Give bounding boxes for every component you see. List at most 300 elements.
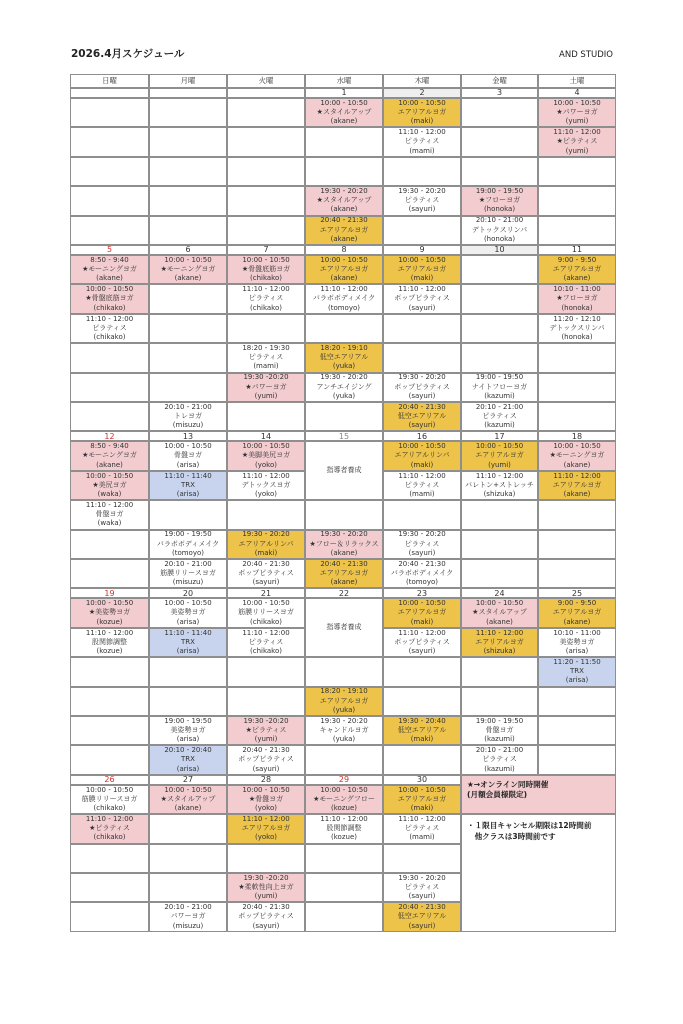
class-name: エアリアルヨガ <box>397 265 447 274</box>
instructor-name: (maki) <box>410 617 434 626</box>
instructor-name: (akane) <box>486 617 513 626</box>
class-slot[interactable] <box>538 284 616 313</box>
weekday-header: 水曜 <box>305 74 383 88</box>
class-name: ★モーニングフロー <box>313 794 375 803</box>
class-slot[interactable] <box>461 716 538 745</box>
class-time: 10:00 - 10:50 <box>85 785 134 794</box>
class-slot[interactable] <box>383 559 461 588</box>
instructor-name: (arisa) <box>176 490 200 499</box>
empty-slot <box>70 98 149 127</box>
class-slot[interactable] <box>70 628 149 657</box>
empty-slot <box>538 373 616 402</box>
class-slot[interactable] <box>149 598 227 627</box>
empty-slot <box>461 284 538 313</box>
class-slot[interactable] <box>305 716 383 745</box>
date-cell <box>70 88 149 98</box>
instructor-name: (maki) <box>410 460 434 469</box>
class-slot[interactable] <box>383 530 461 559</box>
class-slot[interactable] <box>70 314 149 343</box>
class-name: ★モーニングヨガ <box>160 265 216 274</box>
class-name: ピラティス <box>248 353 284 362</box>
empty-slot <box>383 500 461 529</box>
class-time: 11:10 - 12:00 <box>320 815 368 824</box>
class-slot[interactable] <box>227 343 305 372</box>
class-slot[interactable] <box>70 284 149 313</box>
class-slot[interactable] <box>305 373 383 402</box>
empty-slot <box>538 186 616 215</box>
instructor-name: (yoko) <box>255 460 277 469</box>
class-time: 20:40 - 21:30 <box>398 402 446 411</box>
class-slot[interactable] <box>461 216 538 245</box>
class-slot[interactable] <box>70 471 149 500</box>
class-time: 20:40 - 21:30 <box>242 559 290 568</box>
instructor-name: (kazumi) <box>484 764 515 773</box>
class-slot[interactable] <box>305 785 383 814</box>
instructor-name: (yoko) <box>255 490 277 499</box>
class-slot[interactable] <box>461 598 538 627</box>
class-time: 20:10 - 21:00 <box>475 746 524 755</box>
empty-slot <box>538 216 616 245</box>
training-slot[interactable] <box>305 441 383 500</box>
empty-slot <box>227 657 305 686</box>
date-cell: 29 <box>305 775 383 785</box>
instructor-name: (honoka) <box>483 234 516 243</box>
instructor-name: (yoko) <box>255 804 277 813</box>
class-name: ピラティス <box>404 539 440 548</box>
instructor-name: (yuka) <box>332 362 356 371</box>
class-name: TRX <box>181 755 195 764</box>
instructor-name: (kazumi) <box>484 421 515 430</box>
empty-slot <box>383 314 461 343</box>
date-cell: 6 <box>149 245 227 255</box>
empty-slot <box>70 186 149 215</box>
class-slot[interactable] <box>538 314 616 343</box>
instructor-name: (mami) <box>253 362 279 371</box>
instructor-name: (chikako) <box>93 333 126 342</box>
class-slot[interactable] <box>538 657 616 686</box>
empty-slot <box>70 127 149 156</box>
instructor-name: (akane) <box>563 617 591 626</box>
instructor-name: (sayuri) <box>252 921 280 930</box>
instructor-name: (arisa) <box>176 764 200 773</box>
class-time: 19:30 - 20:20 <box>320 716 368 725</box>
class-slot[interactable] <box>227 785 305 814</box>
empty-slot <box>538 157 616 186</box>
instructor-name: (akane) <box>330 117 358 126</box>
class-name: ボップピラティス <box>238 755 294 764</box>
class-name: 筋膜リリースヨガ <box>238 608 294 617</box>
class-name: エアリアルヨガ <box>397 108 447 117</box>
instructor-name: (sayuri) <box>408 303 436 312</box>
class-slot[interactable] <box>383 373 461 402</box>
empty-slot <box>149 687 227 716</box>
empty-slot <box>305 844 383 873</box>
class-time: 19:30 - 20:20 <box>398 530 446 539</box>
date-cell: 9 <box>383 245 461 255</box>
class-time: 19:00 - 19:50 <box>475 373 524 382</box>
class-slot[interactable] <box>383 716 461 745</box>
class-time: 11:10 - 12:00 <box>85 501 134 510</box>
instructor-name: (yumi) <box>254 735 278 744</box>
class-time: 11:10 - 12:00 <box>553 471 601 480</box>
class-time: 10:00 - 10:50 <box>398 599 446 608</box>
training-slot[interactable] <box>305 598 383 657</box>
class-time: 11:10 - 12:00 <box>242 285 290 294</box>
class-time: 10:00 - 10:50 <box>242 255 290 264</box>
class-slot[interactable] <box>461 745 538 774</box>
class-name: バレトン+ストレッチ <box>465 480 534 489</box>
class-slot[interactable] <box>149 785 227 814</box>
date-cell: 2 <box>383 88 461 98</box>
instructor-name: (chikako) <box>93 833 126 842</box>
class-name: ★美姿勢ヨガ <box>88 608 131 617</box>
empty-slot <box>383 745 461 774</box>
instructor-name: (honoka) <box>483 205 516 214</box>
class-slot[interactable] <box>538 598 616 627</box>
class-slot[interactable] <box>461 471 538 500</box>
instructor-name: (sayuri) <box>252 578 280 587</box>
class-slot[interactable] <box>383 402 461 431</box>
class-name: エアリアルヨガ <box>241 824 291 833</box>
class-name: エアリアルヨガ <box>475 637 524 646</box>
class-name: パワーヨガ <box>170 912 206 921</box>
class-slot[interactable] <box>70 814 149 843</box>
class-time: 11:10 - 12:00 <box>475 628 524 637</box>
class-slot[interactable] <box>383 598 461 627</box>
class-time: 10:10 - 11:00 <box>553 285 601 294</box>
class-slot[interactable] <box>227 745 305 774</box>
date-cell: 4 <box>538 88 616 98</box>
class-slot[interactable] <box>461 628 538 657</box>
class-time: 19:30 - 20:20 <box>398 187 446 196</box>
class-slot[interactable] <box>383 785 461 814</box>
empty-slot <box>149 186 227 215</box>
empty-slot <box>149 373 227 402</box>
class-slot[interactable] <box>149 628 227 657</box>
class-name: バラボボディメイク <box>390 569 454 578</box>
class-name: ★モーニングヨガ <box>82 265 137 274</box>
class-time: 11:10 - 11:40 <box>164 628 212 637</box>
empty-slot <box>461 530 538 559</box>
class-slot[interactable] <box>305 559 383 588</box>
class-name: ★骨盤ヨガ <box>248 794 284 803</box>
empty-slot <box>227 186 305 215</box>
class-slot[interactable] <box>227 873 305 902</box>
instructor-name: (sayuri) <box>408 647 436 656</box>
empty-slot <box>461 314 538 343</box>
empty-slot <box>227 687 305 716</box>
class-slot[interactable] <box>149 471 227 500</box>
class-slot[interactable] <box>227 255 305 284</box>
online-note <box>461 775 616 814</box>
class-name: エアリアルヨガ <box>397 608 447 617</box>
class-name: 美姿勢ヨガ <box>559 637 595 646</box>
cancel-note-line: 他クラスは3時間前です <box>467 831 556 841</box>
class-name: 美姿勢ヨガ <box>170 608 206 617</box>
class-slot[interactable] <box>227 284 305 313</box>
class-slot[interactable] <box>149 402 227 431</box>
instructor-name: (yuka) <box>332 705 356 714</box>
class-time: 10:00 - 10:50 <box>320 98 368 107</box>
class-name: デトックスリンパ <box>471 225 528 234</box>
class-name: 低空エアリアル <box>397 912 447 921</box>
class-slot[interactable] <box>305 216 383 245</box>
class-slot[interactable] <box>383 902 461 931</box>
class-name: デトックスリンパ <box>549 323 605 332</box>
date-cell: 1 <box>305 88 383 98</box>
class-slot[interactable] <box>227 628 305 657</box>
empty-slot <box>70 657 149 686</box>
date-cell: 21 <box>227 588 305 598</box>
class-slot[interactable] <box>227 814 305 843</box>
class-name: エアリアルヨガ <box>319 225 369 234</box>
class-name: ★ピラティス <box>556 137 598 146</box>
empty-slot <box>70 157 149 186</box>
date-cell: 16 <box>383 431 461 441</box>
class-name: ★パワーヨガ <box>556 108 598 117</box>
class-time: 10:00 - 10:50 <box>398 98 446 107</box>
class-time: 20:40 - 21:30 <box>242 903 290 912</box>
empty-slot <box>383 844 461 873</box>
class-time: 20:40 - 21:30 <box>398 559 446 568</box>
class-name: TRX <box>181 637 195 646</box>
class-slot[interactable] <box>538 628 616 657</box>
empty-slot <box>461 500 538 529</box>
class-name: ピラティス <box>404 196 440 205</box>
empty-slot <box>538 687 616 716</box>
instructor-name: (akane) <box>330 234 358 243</box>
class-slot[interactable] <box>227 598 305 627</box>
instructor-name: (arisa) <box>176 617 200 626</box>
class-time: 20:10 - 21:00 <box>475 402 524 411</box>
instructor-name: (tomoyo) <box>327 303 361 312</box>
class-slot[interactable] <box>305 530 383 559</box>
class-slot[interactable] <box>70 785 149 814</box>
class-slot[interactable] <box>383 284 461 313</box>
empty-slot <box>383 687 461 716</box>
class-slot[interactable] <box>383 186 461 215</box>
class-time: 11:10 - 12:00 <box>553 128 601 137</box>
instructor-name: (arisa) <box>176 647 200 656</box>
class-slot[interactable] <box>227 902 305 931</box>
empty-slot <box>461 657 538 686</box>
empty-slot <box>461 687 538 716</box>
instructor-name: (yoko) <box>255 833 277 842</box>
class-slot[interactable] <box>383 628 461 657</box>
empty-slot <box>227 216 305 245</box>
class-time: 10:00 - 10:50 <box>398 785 446 794</box>
class-name: ★ピラティス <box>245 726 287 735</box>
class-slot[interactable] <box>227 441 305 470</box>
instructor-name: (kozue) <box>96 647 123 656</box>
class-name: ★フローヨガ <box>478 196 521 205</box>
empty-slot <box>538 343 616 372</box>
class-time: 20:40 - 21:30 <box>320 559 368 568</box>
instructor-name: (waka) <box>97 519 122 528</box>
empty-slot <box>461 559 538 588</box>
class-name: エアリアルヨガ <box>552 608 602 617</box>
class-name: ★モーニングヨガ <box>82 451 137 460</box>
class-time: 10:00 - 10:50 <box>85 599 134 608</box>
class-slot[interactable] <box>538 127 616 156</box>
class-slot[interactable] <box>305 98 383 127</box>
instructor-name: (akane) <box>174 274 202 283</box>
class-slot[interactable] <box>383 814 461 843</box>
class-slot[interactable] <box>305 255 383 284</box>
class-slot[interactable] <box>149 902 227 931</box>
class-time: 19:30 - 20:20 <box>320 373 368 382</box>
class-name: ★ピラティス <box>89 824 130 833</box>
class-slot[interactable] <box>383 127 461 156</box>
class-slot[interactable] <box>461 186 538 215</box>
class-slot[interactable] <box>383 873 461 902</box>
instructor-name: (chikako) <box>250 274 282 283</box>
class-slot[interactable] <box>305 687 383 716</box>
date-cell: 3 <box>461 88 538 98</box>
instructor-name: (akane) <box>174 804 202 813</box>
class-slot[interactable] <box>70 500 149 529</box>
class-slot[interactable] <box>70 255 149 284</box>
class-time: 10:00 - 10:50 <box>85 285 134 294</box>
class-slot[interactable] <box>538 441 616 470</box>
instructor-name: (chikako) <box>93 804 126 813</box>
instructor-name: (arisa) <box>176 735 200 744</box>
empty-slot <box>70 216 149 245</box>
class-slot[interactable] <box>538 471 616 500</box>
class-slot[interactable] <box>383 471 461 500</box>
empty-slot <box>149 284 227 313</box>
date-cell: 20 <box>149 588 227 598</box>
class-slot[interactable] <box>227 471 305 500</box>
class-slot[interactable] <box>538 98 616 127</box>
class-name: アンチエイジング <box>316 382 372 391</box>
empty-slot <box>149 216 227 245</box>
class-time: 指導者養成 <box>326 466 362 475</box>
class-slot[interactable] <box>383 98 461 127</box>
online-note-line: (月額会員様限定) <box>467 790 528 800</box>
class-slot[interactable] <box>149 441 227 470</box>
class-slot[interactable] <box>305 284 383 313</box>
class-time: 10:00 - 10:50 <box>242 599 290 608</box>
instructor-name: (maki) <box>254 548 278 557</box>
empty-slot <box>70 716 149 745</box>
instructor-name: (chikako) <box>93 303 126 312</box>
date-cell: 11 <box>538 245 616 255</box>
class-name: 低空エアリアル <box>397 412 447 421</box>
class-time: 11:10 - 12:00 <box>398 128 446 137</box>
class-name: キャンドルヨガ <box>319 726 369 735</box>
class-slot[interactable] <box>149 255 227 284</box>
instructor-name: (yumi) <box>488 460 511 469</box>
empty-slot <box>305 500 383 529</box>
instructor-name: (yumi) <box>254 391 278 400</box>
instructor-name: (shizuka) <box>483 647 516 656</box>
instructor-name: (sayuri) <box>408 921 436 930</box>
class-name: エアリアルヨガ <box>397 794 447 803</box>
class-slot[interactable] <box>461 402 538 431</box>
weekday-header: 月曜 <box>149 74 227 88</box>
instructor-name: (chikako) <box>250 647 282 656</box>
class-name: ★スタイルアップ <box>160 794 216 803</box>
date-cell: 15 <box>305 431 383 441</box>
class-slot[interactable] <box>305 343 383 372</box>
class-time: 10:00 - 10:50 <box>320 785 368 794</box>
instructor-name: (honoka) <box>561 333 593 342</box>
empty-slot <box>305 157 383 186</box>
class-slot[interactable] <box>383 441 461 470</box>
class-time: 19:30 - 20:20 <box>320 530 368 539</box>
class-slot[interactable] <box>149 716 227 745</box>
class-time: 20:40 - 21:30 <box>242 746 290 755</box>
class-name: トレヨガ <box>174 412 202 421</box>
class-time: 8:50 - 9:40 <box>90 255 129 264</box>
class-slot[interactable] <box>461 373 538 402</box>
class-name: エアリアルヨガ <box>319 569 369 578</box>
class-time: 19:30 - 20:40 <box>398 716 446 725</box>
class-slot[interactable] <box>227 716 305 745</box>
date-cell: 7 <box>227 245 305 255</box>
empty-slot <box>149 873 227 902</box>
class-slot[interactable] <box>70 441 149 470</box>
empty-slot <box>305 657 383 686</box>
class-slot[interactable] <box>227 373 305 402</box>
empty-slot <box>149 314 227 343</box>
instructor-name: (yuka) <box>332 735 356 744</box>
class-name: ボップピラティス <box>238 569 294 578</box>
class-time: 10:00 - 10:50 <box>85 471 134 480</box>
class-slot[interactable] <box>227 559 305 588</box>
class-time: 20:40 - 21:30 <box>320 216 368 225</box>
class-time: 19:30 -20:20 <box>243 873 289 882</box>
instructor-name: (akane) <box>563 460 591 469</box>
class-slot[interactable] <box>149 745 227 774</box>
class-time: 19:00 - 19:50 <box>475 187 524 196</box>
class-name: ナイトフローヨガ <box>471 382 528 391</box>
empty-slot <box>149 98 227 127</box>
class-slot[interactable] <box>538 255 616 284</box>
class-time: 19:30 -20:20 <box>243 373 289 382</box>
class-slot[interactable] <box>305 814 383 843</box>
class-name: 筋膜リリースヨガ <box>81 794 138 803</box>
date-cell: 24 <box>461 588 538 598</box>
class-slot[interactable] <box>149 559 227 588</box>
class-slot[interactable] <box>461 441 538 470</box>
class-name: バラボボディメイク <box>312 294 376 303</box>
empty-slot <box>70 687 149 716</box>
class-name: 股関節調整 <box>326 824 362 833</box>
date-cell: 25 <box>538 588 616 598</box>
date-cell: 17 <box>461 431 538 441</box>
class-name: ★骨盤底筋ヨガ <box>241 265 291 274</box>
class-slot[interactable] <box>227 530 305 559</box>
empty-slot <box>70 343 149 372</box>
date-cell: 8 <box>305 245 383 255</box>
class-slot[interactable] <box>70 598 149 627</box>
empty-slot <box>149 844 227 873</box>
instructor-name: (mami) <box>409 490 435 499</box>
page-title: 2026.4月スケジュール <box>71 48 185 60</box>
class-name: バラボボディメイク <box>156 539 220 548</box>
empty-slot <box>538 716 616 745</box>
empty-slot <box>149 657 227 686</box>
class-slot[interactable] <box>383 255 461 284</box>
class-time: 18:20 - 19:10 <box>320 344 368 353</box>
class-slot[interactable] <box>305 186 383 215</box>
class-time: 19:30 -20:20 <box>243 716 289 725</box>
class-slot[interactable] <box>149 530 227 559</box>
empty-slot <box>70 373 149 402</box>
empty-slot <box>70 902 149 931</box>
